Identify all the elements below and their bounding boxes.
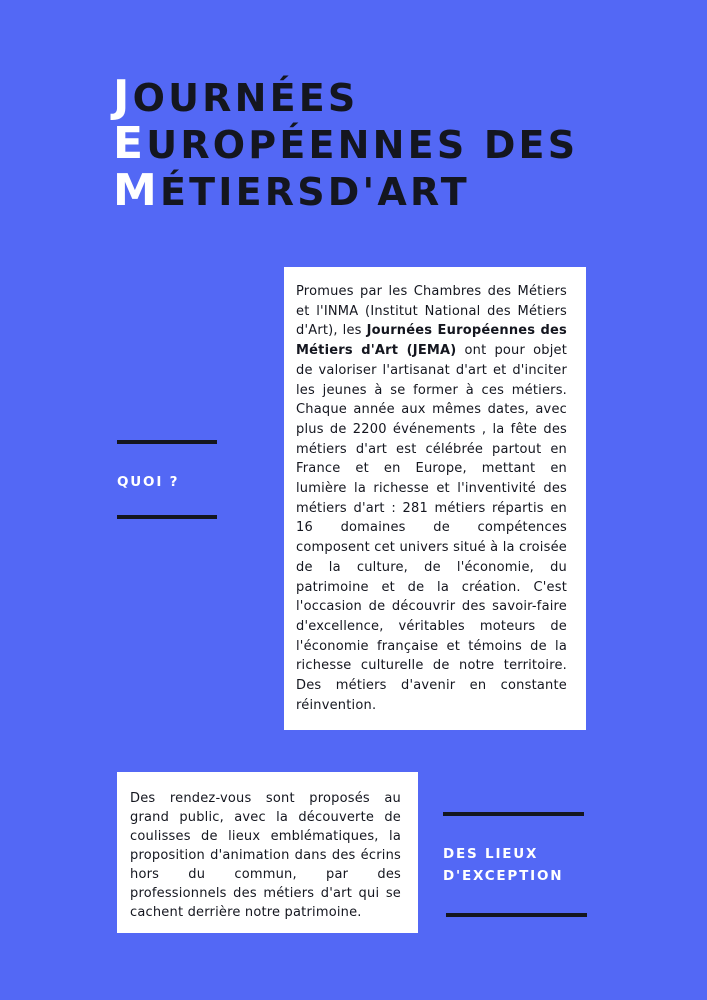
lieux-label (443, 843, 563, 887)
page-title (113, 71, 579, 216)
title-line-1 (113, 71, 578, 122)
lieux-label-line-2: D'EXCEPTION (443, 868, 564, 884)
quoi-paragraph (296, 282, 567, 715)
title-line-3-rest: ÉTIERSD'ART (160, 170, 470, 214)
lieux-label-line-1: DES LIEUX (443, 846, 539, 862)
quoi-text-card (284, 267, 586, 730)
title-initial-m: M (113, 165, 160, 216)
quoi-text-body: ont pour objet de valoriser l'artisanat d'art et d'inciter les jeunes à se former à ces métiers. Chaque année aux mêmes dates, avec plus de 2200 événements , la fête des métiers d'art est célébrée partout en France et en Europe, mettant en lumière la richesse et l'inventivité des métiers d'art : 281 métiers répartis en 16 domaines de compétences composent cet univers situé à la croisée de la culture, de l'économie, du patrimoine et de la création. C'est l'occasion de découvrir des savoir-faire d'excellence, véritables moteurs de l'économie française et témoins de la richesse culturelle de notre territoire. Des métiers d'avenir en constante réinvention. (296, 343, 567, 713)
title-line-2-rest: UROPÉENNES DES (146, 123, 579, 167)
lieux-divider-bottom (446, 913, 587, 917)
title-initial-j: J (113, 71, 133, 122)
title-initial-e: E (113, 118, 147, 169)
title-line-2 (113, 118, 579, 169)
lieux-text-card (117, 772, 418, 933)
quoi-label: QUOI ? (117, 474, 180, 490)
lieux-divider-top (443, 812, 584, 816)
title-line-3 (113, 165, 578, 216)
lieux-paragraph: Des rendez-vous sont proposés au grand public, avec la découverte de coulisses de lieux emblématiques, la proposition d'animation dans des écrins hors du commun, par des professionnels des métiers d'art qui se cachent derrière notre patrimoine. (130, 791, 401, 920)
quoi-divider-bottom (117, 515, 217, 519)
title-line-1-rest: OURNÉES (132, 76, 359, 120)
quoi-divider-top (117, 440, 217, 444)
quoi-text-intro: Promues par les Chambres des Métiers et l'INMA (Institut National des Métiers d'Art), les (296, 284, 567, 339)
quoi-text-jema: Journées Européennes des Métiers d'Art (JEMA) (296, 323, 567, 359)
